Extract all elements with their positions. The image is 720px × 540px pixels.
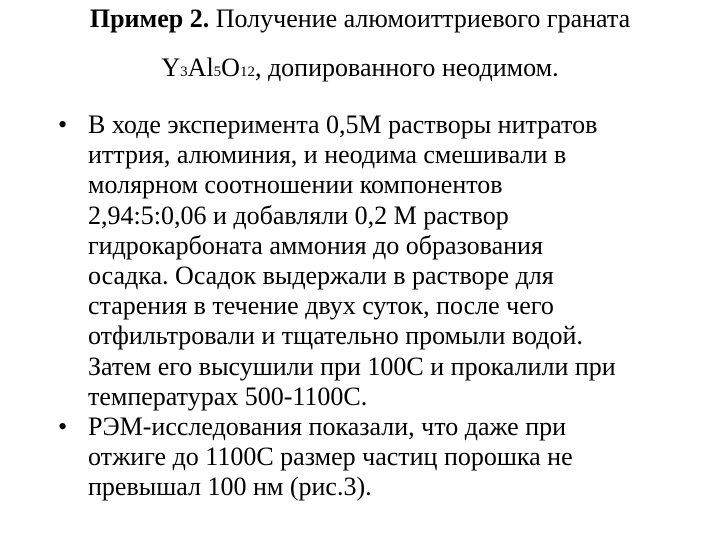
- bullet-line: осадка. Осадок выдержали в растворе для: [88, 261, 554, 291]
- bullet-list: [58, 110, 708, 503]
- bullet-marker: •: [58, 110, 68, 139]
- bullet-line: старения в течение двух суток, после чего: [88, 291, 554, 321]
- slide-title: [20, 4, 700, 34]
- formula-al: Al: [187, 53, 214, 82]
- bullet-line: РЭМ-исследования показали, что даже при: [88, 412, 567, 442]
- bullet-line: гидрокарбоната аммония до образования: [88, 230, 543, 260]
- bullet-marker: •: [58, 412, 68, 442]
- title-text: Получение алюмоиттриевого граната: [215, 4, 631, 33]
- bullet-line: молярном соотношении компонентов: [88, 170, 503, 200]
- formula-al-sub: 5: [213, 64, 222, 80]
- example-label: Пример 2.: [89, 4, 210, 33]
- bullet-line: Затем его высушили при 100С и прокалили при: [88, 351, 616, 381]
- bullet-item: [58, 412, 708, 503]
- formula: [161, 53, 255, 82]
- formula-y: Y: [161, 53, 181, 82]
- bullet-line: отфильтровали и тщательно промыли водой.: [88, 321, 583, 351]
- bullet-line: 2,94:5:0,06 и добавляли 0,2 М раствор: [88, 200, 509, 230]
- bullet-item: [58, 110, 708, 412]
- formula-o-sub: 12: [239, 64, 255, 80]
- formula-o: O: [221, 53, 240, 82]
- slide-title-formula-line: [20, 53, 700, 87]
- formula-y-sub: 3: [180, 64, 188, 80]
- bullet-line: иттрия, алюминия, и неодима смешивали в: [88, 140, 567, 170]
- title-suffix: , допированного неодимом.: [254, 53, 559, 82]
- bullet-line: отжиге до 1100С размер частиц порошка не: [88, 442, 573, 472]
- bullet-line: превышал 100 нм (рис.3).: [88, 472, 372, 502]
- bullet-line: температурах 500-1100С.: [88, 381, 368, 411]
- bullet-line: В ходе эксперимента 0,5М растворы нитратов: [88, 110, 598, 139]
